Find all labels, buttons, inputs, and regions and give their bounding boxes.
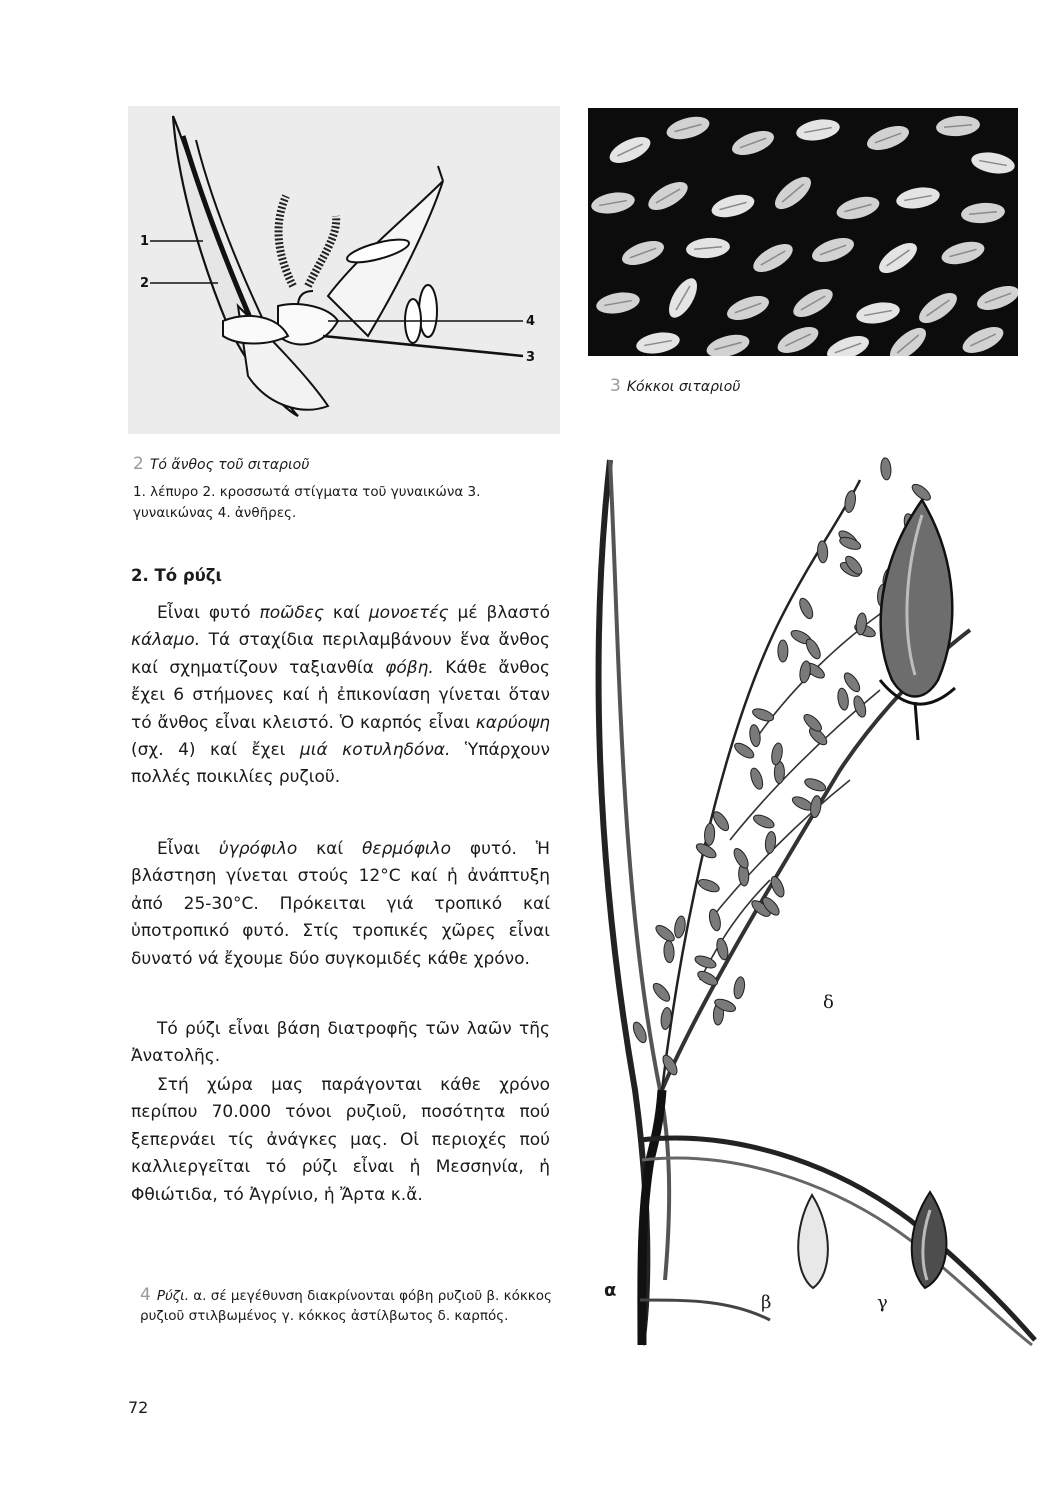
paragraph-1: Εἶναι φυτό ποῶδες καί μονοετές μέ βλαστό κάλαμο. Τά σταχίδια περιλαμβάνουν ἕνα ἄνθος καί σχηματίζουν ταξιανθία φόβη. Κάθε ἄνθος ἔχει 6 στήμονες καί ἡ ἐπικονίαση γίνεται ὅταν τό ἄνθος εἶναι κλειστό. Ὁ καρπός εἶναι καρύοψη (σχ. 4) καί ἔχει μιά κοτυληδόνα. Ὑπάρχουν πολλές ποικιλίες ρυζιοῦ. — [131, 603, 551, 788]
figure4-number: 4 — [140, 1285, 151, 1305]
wheat-grain — [774, 322, 822, 356]
paragraph-4: Στή χώρα μας παράγονται κάθε χρόνο περίπου 70.000 τόνοι ρυζιοῦ, ποσότητα πού ξεπερνάει τίς ἀνάγκες μας. Οἱ περιοχές πού καλλιεργεῖται τό ρύζι εἶναι ἡ Μεσσηνία, ἡ Φθιώτιδα, τό Ἀγρίνιο, ἡ Ἄρτα κ.ἄ. — [131, 1075, 550, 1205]
callout-4: 4 — [526, 314, 536, 329]
wheat-flower-illustration — [128, 106, 560, 434]
rice-spikelet — [752, 812, 776, 830]
label-gamma: γ — [877, 1292, 888, 1313]
figure3-title: Κόκκοι σιταριοῦ — [626, 379, 741, 395]
figure4-legend: α. σέ μεγέθυνση διακρίνονται φόβη ρυζιοῦ β. κόκκος ρυζιοῦ στιλβωμένος γ. κόκκος ἀστίλβωτος δ. καρπός. — [140, 1288, 552, 1324]
label-beta: β — [761, 1292, 772, 1313]
paragraph-3: Τό ρύζι εἶναι βάση διατροφῆς τῶν λαῶν τῆς Ἀνατολῆς. — [131, 1019, 550, 1067]
rice-spikelet — [797, 596, 815, 620]
rice-spikelet — [731, 846, 751, 870]
rice-spikelet — [836, 687, 849, 710]
rice-spikelet — [809, 795, 822, 818]
rice-spikelet — [804, 637, 823, 661]
rice-grain-unpolished — [912, 1192, 947, 1288]
page-number: 72 — [128, 1398, 149, 1417]
rice-spikelet — [653, 923, 676, 944]
figure3-caption — [610, 376, 740, 396]
rice-grain-polished — [798, 1195, 828, 1288]
rice-spikelet — [880, 458, 892, 481]
rice-spikelet — [843, 490, 857, 513]
label-alpha: α — [604, 1280, 617, 1301]
section-title: 2. Τό ρύζι — [131, 566, 222, 585]
rice-spikelet — [715, 937, 730, 961]
rice-spikelet — [650, 981, 672, 1004]
label-delta: δ — [823, 992, 834, 1013]
figure2-title: Τό ἄνθος τοῦ σιταριοῦ — [149, 457, 310, 473]
rice-spikelet — [749, 724, 762, 747]
rice-spikelet — [733, 976, 747, 999]
rice-spikelet — [696, 969, 720, 989]
rice-spikelet — [631, 1020, 649, 1044]
figure2-caption — [133, 454, 553, 474]
wheat-grains-illustration — [588, 108, 1018, 356]
wheat-grain — [704, 331, 752, 356]
rice-spikelet — [764, 831, 776, 854]
figure3-number: 3 — [610, 376, 621, 396]
rice-plant-figure — [580, 440, 1050, 1380]
callout-2: 2 — [140, 276, 150, 291]
rice-spikelet — [799, 660, 812, 683]
figure2-legend: 1. λέπυρο 2. κροσσωτά στίγματα τοῦ γυναικώνα 3. γυναικώνας 4. ἀνθῆρες. — [133, 484, 481, 521]
rice-spikelet — [751, 706, 775, 723]
rice-spikelet — [852, 694, 868, 718]
rice-spikelet — [748, 767, 765, 791]
wheat-grain — [824, 331, 872, 356]
wheat-flower-figure — [128, 106, 560, 434]
rice-spikelet — [817, 541, 828, 564]
callout-3: 3 — [526, 350, 536, 365]
wheat-grain — [885, 322, 932, 356]
figure4-title: Ρύζι. — [156, 1288, 189, 1304]
callout-1: 1 — [140, 234, 150, 249]
rice-spikelet — [663, 940, 674, 963]
rice-spikelet — [803, 776, 827, 793]
rice-spikelet — [778, 640, 788, 662]
figure2-number: 2 — [133, 454, 144, 474]
rice-spikelet — [697, 877, 721, 894]
paragraph-2: Εἶναι ὑγρόφιλο καί θερμόφιλο φυτό. Ἡ βλάστηση γίνεται στούς 12°C καί ἡ ἀνάπτυξη ἀπό 25-30°C. Πρόκειται γιά τροπικό καί ὑποτροπικό φυτό. Στίς τροπικές χῶρες εἶναι δυνατό νά ἔχουμε δύο συγκομιδές κάθε χρόνο. — [131, 839, 550, 969]
rice-spikelet — [704, 823, 715, 846]
rice-spikelet — [708, 908, 723, 932]
wheat-grains-photo — [588, 108, 1018, 356]
figure4-caption — [140, 1285, 580, 1326]
wheat-grain — [959, 322, 1007, 356]
rice-plant-illustration — [580, 440, 1050, 1380]
